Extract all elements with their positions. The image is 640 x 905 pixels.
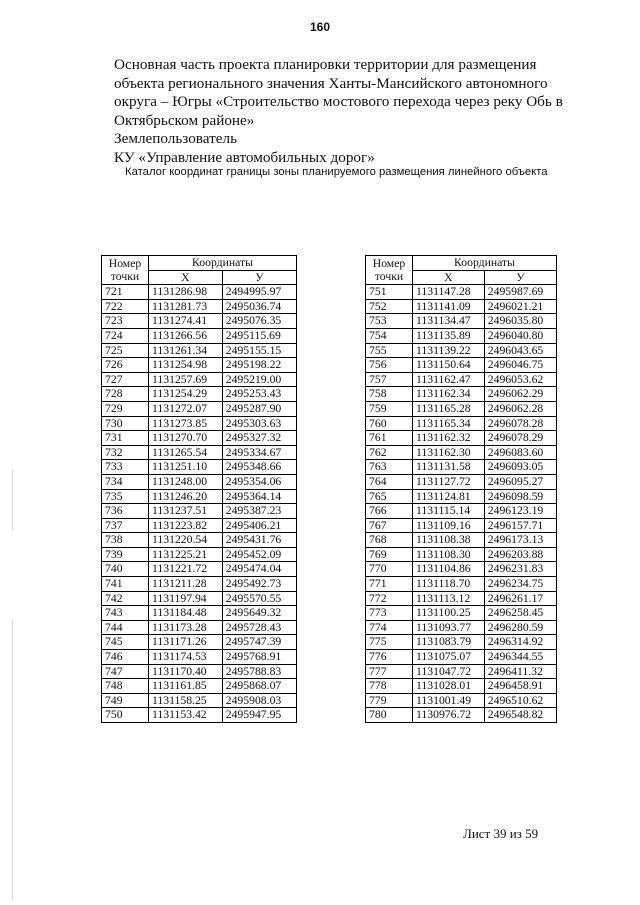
x-coordinate-cell: 1131153.42: [149, 708, 223, 723]
x-coordinate-cell: 1131225.21: [149, 547, 223, 562]
y-coordinate-cell: 2495747.39: [222, 635, 296, 650]
point-number-cell: 772: [366, 591, 413, 606]
y-coordinate-cell: 2495649.32: [222, 606, 296, 621]
y-coordinate-cell: 2495908.03: [222, 693, 296, 708]
x-coordinate-cell: 1131254.29: [149, 387, 223, 402]
table-body-left: [102, 285, 297, 723]
x-coordinate-cell: 1131161.85: [149, 679, 223, 694]
y-coordinate-cell: 2496093.05: [484, 460, 556, 475]
point-number-cell: 750: [102, 708, 149, 723]
heading-line: Землепользователь: [114, 130, 238, 148]
x-header: X: [149, 270, 223, 285]
number-header-line2: точки: [374, 270, 404, 284]
table-row: [366, 547, 557, 562]
point-number-cell: 725: [102, 343, 149, 358]
x-coordinate-cell: 1131170.40: [149, 664, 223, 679]
x-coordinate-cell: 1131223.82: [149, 518, 223, 533]
table-row: [102, 547, 297, 562]
y-coordinate-cell: 2496123.19: [484, 504, 556, 519]
y-coordinate-cell: 2495198.22: [222, 358, 296, 373]
x-coordinate-cell: 1131162.30: [413, 445, 485, 460]
point-number-cell: 779: [366, 693, 413, 708]
x-coordinate-cell: 1131127.72: [413, 474, 485, 489]
table-row: [102, 314, 297, 329]
point-number-cell: 769: [366, 547, 413, 562]
y-coordinate-cell: 2495387.23: [222, 504, 296, 519]
point-number-cell: 747: [102, 664, 149, 679]
point-number-cell: 728: [102, 387, 149, 402]
point-number-cell: 739: [102, 547, 149, 562]
x-coordinate-cell: 1131047.72: [413, 664, 485, 679]
point-number-cell: 743: [102, 606, 149, 621]
table-row: [366, 606, 557, 621]
y-coordinate-cell: 2495728.43: [222, 620, 296, 635]
point-number-cell: 726: [102, 358, 149, 373]
y-coordinate-cell: 2496510.62: [484, 693, 556, 708]
y-coordinate-cell: 2496040.80: [484, 328, 556, 343]
table-row: [366, 693, 557, 708]
point-number-cell: 722: [102, 299, 149, 314]
table-row: [366, 314, 557, 329]
y-coordinate-cell: 2495219.00: [222, 372, 296, 387]
point-number-cell: 746: [102, 650, 149, 665]
point-number-cell: 748: [102, 679, 149, 694]
point-number-cell: 762: [366, 445, 413, 460]
table-row: [102, 591, 297, 606]
x-coordinate-cell: 1131113.12: [413, 591, 485, 606]
point-number-cell: 764: [366, 474, 413, 489]
table-row: [366, 387, 557, 402]
x-coordinate-cell: 1131173.28: [149, 620, 223, 635]
x-coordinate-cell: 1131104.86: [413, 562, 485, 577]
table-row: [366, 635, 557, 650]
table-row: [366, 416, 557, 431]
y-coordinate-cell: 2496035.80: [484, 314, 556, 329]
y-coordinate-cell: 2496314.92: [484, 635, 556, 650]
table-row: [366, 445, 557, 460]
table-row: [102, 431, 297, 446]
coordinates-table-left: [101, 255, 297, 723]
x-coordinate-cell: 1131251.10: [149, 460, 223, 475]
table-row: [102, 387, 297, 402]
table-body-right: [366, 285, 557, 723]
table-row: [102, 679, 297, 694]
x-coordinate-cell: 1131211.28: [149, 577, 223, 592]
x-coordinate-cell: 1131174.53: [149, 650, 223, 665]
x-coordinate-cell: 1131001.49: [413, 693, 485, 708]
y-header: У: [484, 270, 556, 285]
y-coordinate-cell: 2496261.17: [484, 591, 556, 606]
table-row: [366, 591, 557, 606]
y-coordinate-cell: 2495287.90: [222, 401, 296, 416]
x-coordinate-cell: 1131266.56: [149, 328, 223, 343]
point-number-cell: 776: [366, 650, 413, 665]
y-coordinate-cell: 2496062.29: [484, 387, 556, 402]
x-coordinate-cell: 1131273.85: [149, 416, 223, 431]
table-row: [366, 504, 557, 519]
y-coordinate-cell: 2496280.59: [484, 620, 556, 635]
y-coordinate-cell: 2495334.67: [222, 445, 296, 460]
point-number-cell: 757: [366, 372, 413, 387]
x-coordinate-cell: 1131109.16: [413, 518, 485, 533]
point-number-cell: 730: [102, 416, 149, 431]
point-number-cell: 727: [102, 372, 149, 387]
x-coordinate-cell: 1131220.54: [149, 533, 223, 548]
y-coordinate-cell: 2496078.29: [484, 431, 556, 446]
number-header: [102, 256, 149, 285]
table-row: [366, 460, 557, 475]
y-coordinate-cell: 2495868.07: [222, 679, 296, 694]
y-coordinate-cell: 2495303.63: [222, 416, 296, 431]
point-number-cell: 755: [366, 343, 413, 358]
x-coordinate-cell: 1131108.38: [413, 533, 485, 548]
point-number-cell: 721: [102, 285, 149, 300]
number-header-line2: точки: [110, 270, 140, 284]
y-coordinate-cell: 2495788.83: [222, 664, 296, 679]
y-coordinate-cell: 2495253.43: [222, 387, 296, 402]
x-coordinate-cell: 1131150.64: [413, 358, 485, 373]
point-number-cell: 768: [366, 533, 413, 548]
table-row: [102, 533, 297, 548]
point-number-cell: 770: [366, 562, 413, 577]
x-coordinate-cell: 1131162.47: [413, 372, 485, 387]
x-coordinate-cell: 1131257.69: [149, 372, 223, 387]
x-coordinate-cell: 1131286.98: [149, 285, 223, 300]
point-number-cell: 723: [102, 314, 149, 329]
table-row: [366, 328, 557, 343]
x-coordinate-cell: 1131162.32: [413, 431, 485, 446]
number-header: [366, 256, 413, 285]
table-row: [102, 650, 297, 665]
x-coordinate-cell: 1131254.98: [149, 358, 223, 373]
heading-line: объекта регионального значения Ханты-Мансийского автономного: [114, 74, 548, 92]
point-number-cell: 738: [102, 533, 149, 548]
table-row: [102, 577, 297, 592]
x-coordinate-cell: 1131139.22: [413, 343, 485, 358]
table-row: [102, 401, 297, 416]
x-coordinate-cell: 1131248.00: [149, 474, 223, 489]
x-coordinate-cell: 1131158.25: [149, 693, 223, 708]
x-coordinate-cell: 1131124.81: [413, 489, 485, 504]
x-coordinate-cell: 1131265.54: [149, 445, 223, 460]
x-coordinate-cell: 1131028.01: [413, 679, 485, 694]
catalog-subtitle: Каталог координат границы зоны планируемого размещения линейного объекта: [125, 166, 548, 178]
point-number-cell: 765: [366, 489, 413, 504]
y-coordinate-cell: 2496157.71: [484, 518, 556, 533]
x-coordinate-cell: 1130976.72: [413, 708, 485, 723]
point-number-cell: 771: [366, 577, 413, 592]
y-coordinate-cell: 2495947.95: [222, 708, 296, 723]
y-coordinate-cell: 2495348.66: [222, 460, 296, 475]
coordinates-table-right: [365, 255, 557, 723]
table-row: [102, 693, 297, 708]
point-number-cell: 758: [366, 387, 413, 402]
point-number-cell: 759: [366, 401, 413, 416]
table-row: [366, 343, 557, 358]
table-row: [102, 620, 297, 635]
y-coordinate-cell: 2496078.28: [484, 416, 556, 431]
y-coordinate-cell: 2496083.60: [484, 445, 556, 460]
table-row: [366, 679, 557, 694]
y-coordinate-cell: 2496458.91: [484, 679, 556, 694]
table-row: [102, 343, 297, 358]
y-coordinate-cell: 2495354.06: [222, 474, 296, 489]
x-coordinate-cell: 1131115.14: [413, 504, 485, 519]
x-coordinate-cell: 1131162.34: [413, 387, 485, 402]
table-row: [102, 299, 297, 314]
table-row: [366, 577, 557, 592]
point-number-cell: 774: [366, 620, 413, 635]
point-number-cell: 756: [366, 358, 413, 373]
x-coordinate-cell: 1131246.20: [149, 489, 223, 504]
y-coordinate-cell: 2495364.14: [222, 489, 296, 504]
point-number-cell: 780: [366, 708, 413, 723]
heading-line: округа – Югры «Строительство мостового перехода через реку Обь в: [114, 93, 563, 111]
y-coordinate-cell: 2495452.09: [222, 547, 296, 562]
x-coordinate-cell: 1131237.51: [149, 504, 223, 519]
table-row: [366, 474, 557, 489]
x-coordinate-cell: 1131165.34: [413, 416, 485, 431]
y-coordinate-cell: 2496095.27: [484, 474, 556, 489]
y-coordinate-cell: 2495570.55: [222, 591, 296, 606]
table-row: [102, 562, 297, 577]
point-number-cell: 733: [102, 460, 149, 475]
point-number-cell: 741: [102, 577, 149, 592]
point-number-cell: 737: [102, 518, 149, 533]
x-coordinate-cell: 1131093.77: [413, 620, 485, 635]
point-number-cell: 777: [366, 664, 413, 679]
scan-margin-line: [12, 620, 13, 900]
y-coordinate-cell: 2495431.76: [222, 533, 296, 548]
x-coordinate-cell: 1131184.48: [149, 606, 223, 621]
y-coordinate-cell: 2495115.69: [222, 328, 296, 343]
page-number: 160: [309, 20, 331, 34]
table-row: [102, 416, 297, 431]
x-coordinate-cell: 1131083.79: [413, 635, 485, 650]
y-coordinate-cell: 2495474.04: [222, 562, 296, 577]
y-coordinate-cell: 2496344.55: [484, 650, 556, 665]
table-row: [102, 285, 297, 300]
y-coordinate-cell: 2496258.45: [484, 606, 556, 621]
table-row: [102, 606, 297, 621]
scan-margin-line: [12, 470, 13, 530]
table-row: [366, 372, 557, 387]
x-coordinate-cell: 1131075.07: [413, 650, 485, 665]
point-number-cell: 745: [102, 635, 149, 650]
x-coordinate-cell: 1131274.41: [149, 314, 223, 329]
y-coordinate-cell: 2496021.21: [484, 299, 556, 314]
table-row: [366, 285, 557, 300]
point-number-cell: 736: [102, 504, 149, 519]
table-row: [366, 650, 557, 665]
x-coordinate-cell: 1131165.28: [413, 401, 485, 416]
y-coordinate-cell: 2496203.88: [484, 547, 556, 562]
point-number-cell: 773: [366, 606, 413, 621]
y-coordinate-cell: 2495768.91: [222, 650, 296, 665]
x-coordinate-cell: 1131261.34: [149, 343, 223, 358]
y-coordinate-cell: 2495492.73: [222, 577, 296, 592]
point-number-cell: 767: [366, 518, 413, 533]
table-row: [102, 328, 297, 343]
y-coordinate-cell: 2495036.74: [222, 299, 296, 314]
document-heading: [114, 56, 584, 168]
table-row: [102, 358, 297, 373]
point-number-cell: 729: [102, 401, 149, 416]
point-number-cell: 731: [102, 431, 149, 446]
x-coordinate-cell: 1131108.30: [413, 547, 485, 562]
y-header: У: [222, 270, 296, 285]
number-header-line1: Номер: [108, 256, 142, 270]
y-coordinate-cell: 2496173.13: [484, 533, 556, 548]
x-coordinate-cell: 1131272.07: [149, 401, 223, 416]
point-number-cell: 752: [366, 299, 413, 314]
table-row: [102, 504, 297, 519]
point-number-cell: 751: [366, 285, 413, 300]
y-coordinate-cell: 2496231.83: [484, 562, 556, 577]
table-row: [366, 562, 557, 577]
y-coordinate-cell: 2496548.82: [484, 708, 556, 723]
table-row: [102, 635, 297, 650]
point-number-cell: 778: [366, 679, 413, 694]
x-coordinate-cell: 1131281.73: [149, 299, 223, 314]
point-number-cell: 766: [366, 504, 413, 519]
y-coordinate-cell: 2496046.75: [484, 358, 556, 373]
heading-line: КУ «Управление автомобильных дорог»: [114, 148, 375, 166]
table-row: [102, 518, 297, 533]
point-number-cell: 742: [102, 591, 149, 606]
y-coordinate-cell: 2494995.97: [222, 285, 296, 300]
x-coordinate-cell: 1131270.70: [149, 431, 223, 446]
coordinates-header: Координаты: [149, 256, 297, 271]
table-row: [102, 664, 297, 679]
number-header-line1: Номер: [372, 256, 406, 270]
x-coordinate-cell: 1131131.58: [413, 460, 485, 475]
x-coordinate-cell: 1131141.09: [413, 299, 485, 314]
y-coordinate-cell: 2495155.15: [222, 343, 296, 358]
y-coordinate-cell: 2496411.32: [484, 664, 556, 679]
point-number-cell: 735: [102, 489, 149, 504]
point-number-cell: 760: [366, 416, 413, 431]
point-number-cell: 749: [102, 693, 149, 708]
x-coordinate-cell: 1131171.26: [149, 635, 223, 650]
table-row: [366, 489, 557, 504]
table-row: [102, 372, 297, 387]
point-number-cell: 724: [102, 328, 149, 343]
y-coordinate-cell: 2495987.69: [484, 285, 556, 300]
table-row: [366, 533, 557, 548]
table-row: [366, 358, 557, 373]
x-coordinate-cell: 1131147.28: [413, 285, 485, 300]
x-coordinate-cell: 1131118.70: [413, 577, 485, 592]
point-number-cell: 732: [102, 445, 149, 460]
table-row: [366, 431, 557, 446]
y-coordinate-cell: 2496053.62: [484, 372, 556, 387]
point-number-cell: 761: [366, 431, 413, 446]
x-coordinate-cell: 1131135.89: [413, 328, 485, 343]
sheet-footer: Лист 39 из 59: [463, 826, 539, 841]
table-row: [366, 518, 557, 533]
x-coordinate-cell: 1131100.25: [413, 606, 485, 621]
y-coordinate-cell: 2496043.65: [484, 343, 556, 358]
table-row: [366, 299, 557, 314]
coordinates-header: Координаты: [413, 256, 557, 271]
table-row: [366, 620, 557, 635]
y-coordinate-cell: 2496098.59: [484, 489, 556, 504]
x-coordinate-cell: 1131221.72: [149, 562, 223, 577]
y-coordinate-cell: 2495076.35: [222, 314, 296, 329]
x-coordinate-cell: 1131197.94: [149, 591, 223, 606]
x-coordinate-cell: 1131134.47: [413, 314, 485, 329]
point-number-cell: 763: [366, 460, 413, 475]
table-row: [366, 401, 557, 416]
point-number-cell: 775: [366, 635, 413, 650]
x-header: X: [413, 270, 485, 285]
point-number-cell: 734: [102, 474, 149, 489]
table-row: [366, 708, 557, 723]
heading-line: Октябрьском районе»: [114, 111, 255, 129]
table-row: [102, 708, 297, 723]
table-row: [366, 664, 557, 679]
table-row: [102, 445, 297, 460]
y-coordinate-cell: 2495327.32: [222, 431, 296, 446]
point-number-cell: 753: [366, 314, 413, 329]
table-row: [102, 460, 297, 475]
y-coordinate-cell: 2496062.28: [484, 401, 556, 416]
heading-line: Основная часть проекта планировки территории для размещения: [114, 56, 537, 73]
point-number-cell: 744: [102, 620, 149, 635]
table-row: [102, 474, 297, 489]
y-coordinate-cell: 2496234.75: [484, 577, 556, 592]
y-coordinate-cell: 2495406.21: [222, 518, 296, 533]
table-row: [102, 489, 297, 504]
point-number-cell: 754: [366, 328, 413, 343]
point-number-cell: 740: [102, 562, 149, 577]
